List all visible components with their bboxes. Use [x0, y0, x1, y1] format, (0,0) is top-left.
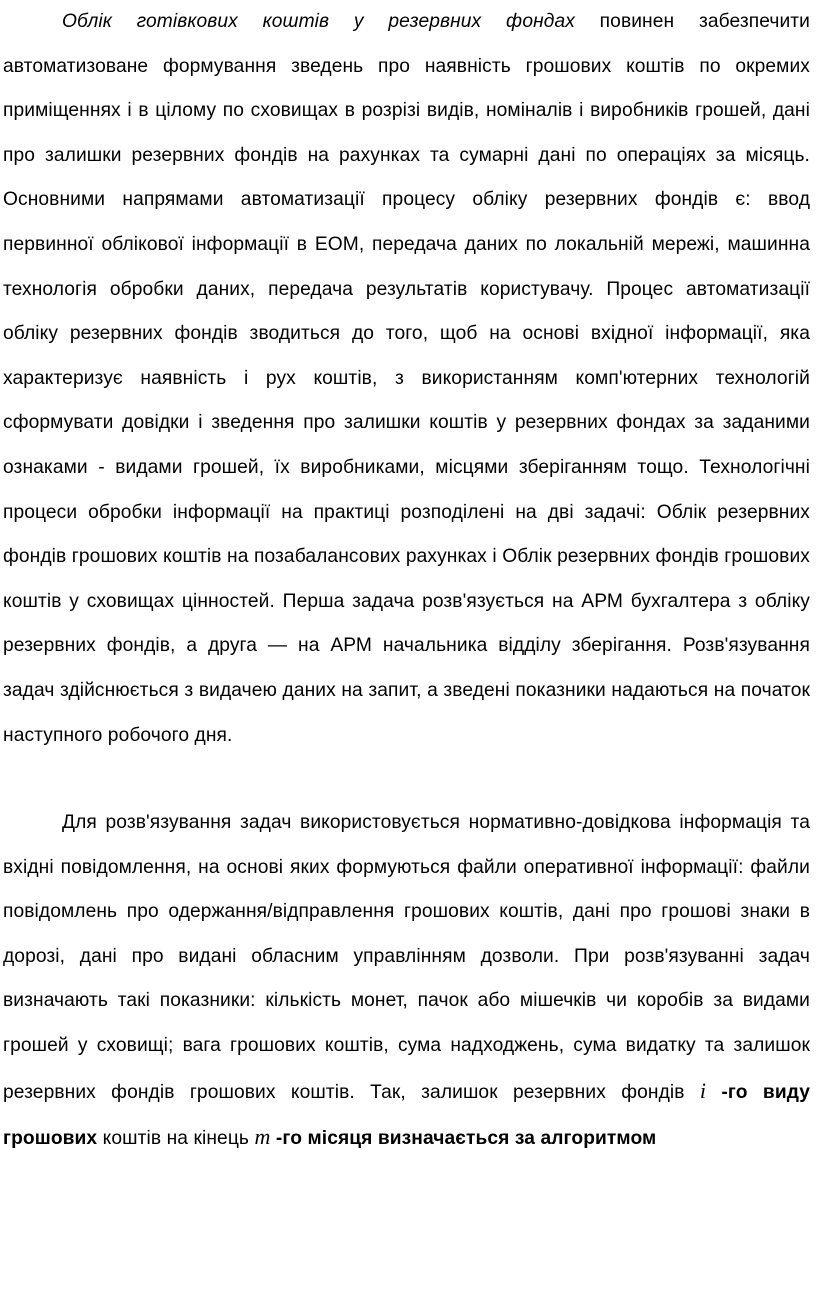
- paragraph-task-inputs: [3, 801, 810, 1162]
- paragraph-1-body: повинен забезпечити автоматизоване формування зведень про наявність грошових коштів по окремих приміщеннях і в цілому по сховищах в розрізі видів, номіналів і виробників грошей, дані про залишки резервних фондів на рахунках та сумарні дані по операціях за місяць. Основними напрямами автоматизації процесу обліку резервних фондів є: ввод первинної облікової інформації в ЕОМ, передача даних по локальній мережі, машинна технологія обробки даних, передача результатів користувачу. Процес автоматизації обліку резервних фондів зводиться до того, щоб на основі вхідної інформації, яка характеризує наявність і рух коштів, з використанням комп'ютерних технологій сформувати довідки і зведення про залишки коштів у резервних фондах за заданими ознаками - видами грошей, їх виробниками, місцями зберіганням тощо. Технологічні процеси обробки інформації на практиці розподілені на дві задачі: Облік резервних фондів грошових коштів на позабалансових рахунках і Облік резервних фондів грошових коштів у сховищах цінностей. Перша задача розв'язується на АРМ бухгалтера з обліку резервних фондів, а друга — на АРМ начальника відділу зберігання. Розв'язування задач здійснюється з видачею даних на запит, а зведені показники надаються на початок наступного робочого дня.: [3, 11, 810, 746]
- section-lead-italic: Облік готівкових коштів у резервних фондах: [62, 11, 575, 32]
- paragraph-cash-accounting: [3, 0, 810, 758]
- variable-i: i: [699, 1077, 707, 1103]
- variable-m: m: [254, 1124, 271, 1150]
- paragraph-2-after-i: -го виду грошових: [3, 1081, 810, 1150]
- paragraph-2-line-start: коштів на кінець: [102, 1128, 255, 1150]
- paragraph-2-after-m: -го місяця визначається за алгоритмом: [270, 1128, 657, 1150]
- paragraph-2-body: Для розв'язування задач використовується нормативно-довідкова інформація та вхідні повідомлення, на основі яких формуються файли оперативної інформації: файли повідомлень про одержання/відправлення грошових коштів, дані про грошові знаки в дорозі, дані про видані обласним управлінням дозволи. При розв'язуванні задач визначають такі показники: кількість монет, пачок або мішечків чи коробів за видами грошей у сховищі; вага грошових коштів, сума надходжень, сума видатку та залишок резервних фондів грошових коштів. Так, залишок резервних фондів: [3, 812, 810, 1103]
